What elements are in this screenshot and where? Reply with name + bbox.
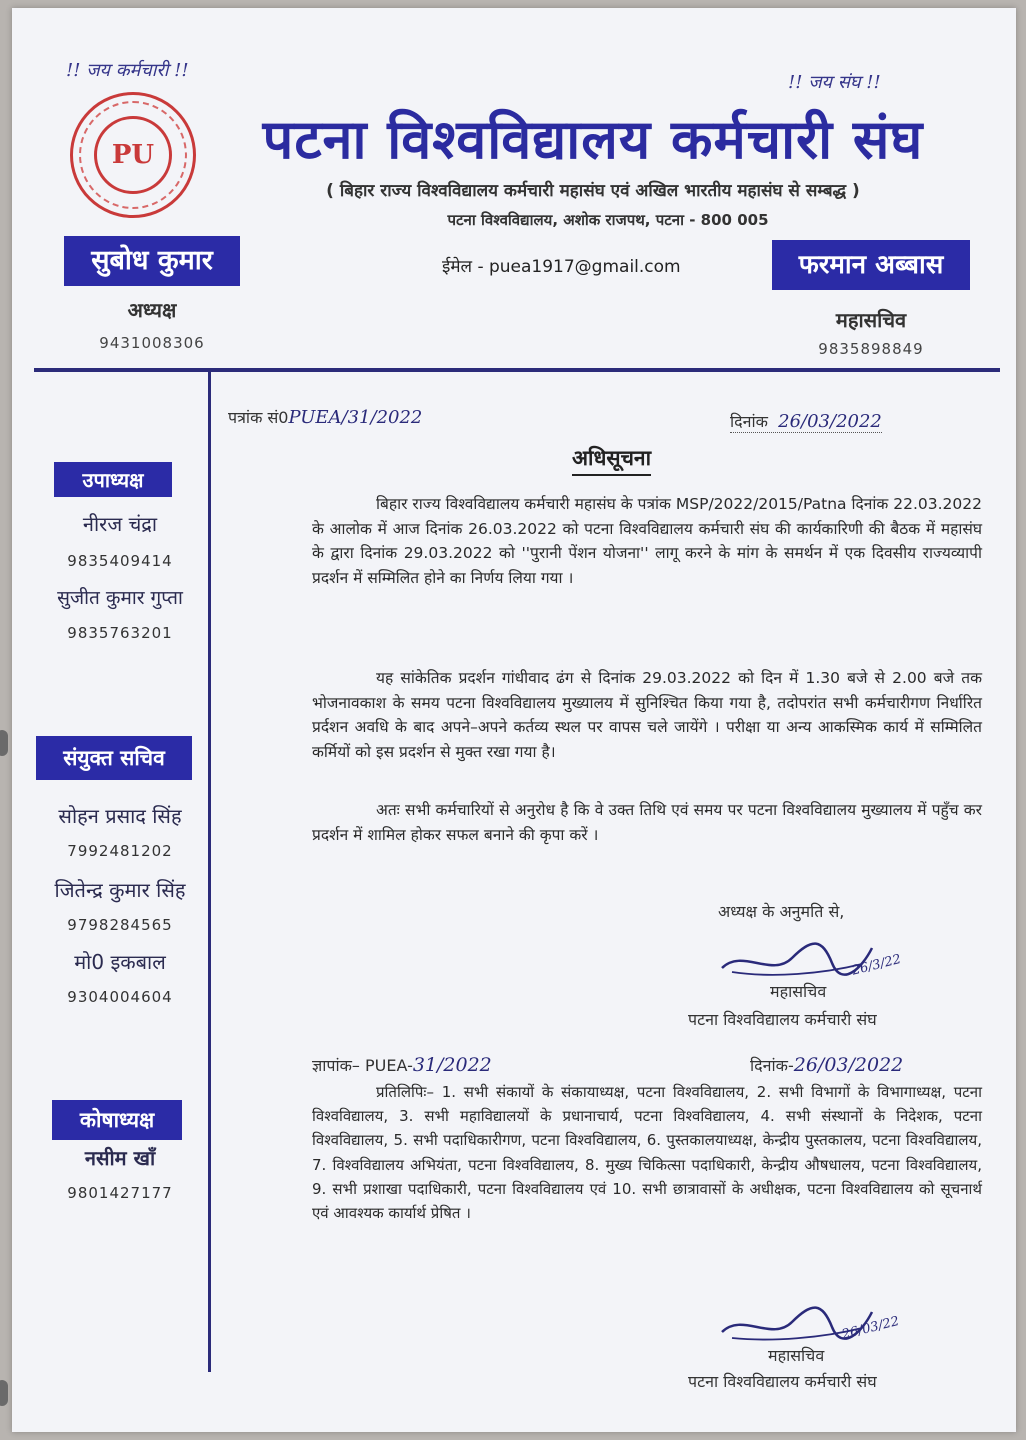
vice-president-2-phone: 9835763201	[67, 624, 173, 642]
org-title: पटना विश्वविद्यालय कर्मचारी संघ	[262, 108, 924, 171]
header-divider	[34, 368, 1000, 372]
treasurer-phone: 9801427177	[67, 1184, 173, 1202]
letter-date-label: दिनांक	[730, 412, 768, 431]
president-phone: 9431008306	[99, 334, 205, 352]
letter-paragraph-2: यह सांकेतिक प्रदर्शन गांधीवाद ढंग से दिनांक 29.03.2022 को दिन में 1.30 बजे से 2.00 बजे तक भोजनावकाश के समय पटना विश्वविद्यालय मुख्यालय में सुनिश्चित किया गया है, तदोपरांत सभी कर्मचारीगण निर्धारित प्रर्दशन अवधि के बाद अपने–अपने कर्तव्य स्थल पर वापस चले जायेंगे । परीक्षा या अन्य आकस्मिक कार्य में सम्मिलित कर्मियों को इस प्रदर्शन से मुक्त रखा गया है।	[312, 669, 982, 761]
secretary-phone: 9835898849	[818, 340, 924, 358]
letter-date	[730, 410, 882, 433]
letter-date-value: 26/03/2022	[778, 411, 882, 432]
secretary-role: महासचिव	[835, 308, 907, 332]
letter-sign-org: पटना विश्वविद्यालय कर्मचारी संघ	[688, 1010, 877, 1029]
signature-1-icon	[712, 928, 922, 988]
vice-president-heading: उपाध्यक्ष	[54, 462, 172, 497]
org-address: पटना विश्वविद्यालय, अशोक राजपथ, पटना - 800 005	[447, 211, 769, 229]
treasurer-heading: कोषाध्यक्ष	[52, 1100, 182, 1140]
signature-1-date: 26/3/22	[850, 951, 903, 979]
treasurer-name: नसीम खाँ	[84, 1146, 156, 1170]
memo-date-label: दिनांक-	[750, 1056, 794, 1075]
vice-president-1-name: नीरज चंद्रा	[82, 512, 158, 536]
letter-ref	[228, 406, 422, 428]
page-edge-mark	[0, 1380, 8, 1406]
memo-date-value: 26/03/2022	[793, 1054, 904, 1076]
memo-ref-label: ज्ञापांक– PUEA-	[312, 1056, 413, 1075]
memo-sign-org: पटना विश्वविद्यालय कर्मचारी संघ	[688, 1372, 877, 1391]
page-edge-mark	[0, 730, 8, 756]
memo-sign-role: महासचिव	[768, 1346, 825, 1365]
joint-secretary-1-phone: 7992481202	[67, 842, 173, 860]
joint-secretary-3-phone: 9304004604	[67, 988, 173, 1006]
memo-date	[750, 1054, 903, 1076]
joint-secretary-2-phone: 9798284565	[67, 916, 173, 934]
memo-ref-value: 31/2022	[412, 1054, 492, 1076]
president-role: अध्यक्ष	[127, 298, 177, 322]
seal-label: PU	[94, 116, 172, 194]
letter-ref-value: PUEA/31/2022	[288, 407, 423, 428]
permission-text: अध्यक्ष के अनुमति से,	[718, 902, 845, 921]
letterhead-sheet	[12, 8, 1016, 1432]
slogan-right: !! जय संघ !!	[788, 72, 881, 93]
slogan-left: !! जय कर्मचारी !!	[66, 60, 189, 81]
email-address: ईमेल - puea1917@gmail.com	[442, 257, 681, 277]
memo-ref	[312, 1054, 492, 1076]
joint-secretary-heading: संयुक्त सचिव	[36, 736, 192, 780]
org-affiliation: ( बिहार राज्य विश्वविद्यालय कर्मचारी महासंघ एवं अखिल भारतीय महासंघ से सम्बद्ध )	[326, 181, 860, 201]
joint-secretary-2-name: जितेन्द्र कुमार सिंह	[54, 878, 186, 902]
joint-secretary-1-name: सोहन प्रसाद सिंह	[58, 804, 182, 828]
letter-paragraph-3: अतः सभी कर्मचारियों से अनुरोध है कि वे उक्त तिथि एवं समय पर पटना विश्वविद्यालय मुख्यालय में पहुँच कर प्रदर्शन में शामिल होकर सफल बनाने की कृपा करें ।	[312, 801, 982, 844]
secretary-name-box: फरमान अब्बास	[772, 240, 970, 290]
notice-title: अधिसूचना	[572, 444, 651, 476]
vice-president-1-phone: 9835409414	[67, 552, 173, 570]
letter-ref-label: पत्रांक सं0	[228, 408, 289, 427]
letter-paragraph-1: बिहार राज्य विश्वविद्यालय कर्मचारी महासंघ के पत्रांक MSP/2022/2015/Patna दिनांक 22.03.2022 के आलोक में आज दिनांक 26.03.2022 को पटना विश्वविद्यालय कर्मचारी संघ की कार्यकारिणी की बैठक में महासंघ के द्वारा दिनांक 29.03.2022 को ''पुरानी पेंशन योजना'' लागू करने के मांग के समर्थन में एक दिवसीय राज्यव्यापी प्रदर्शन में सम्मिलित होने का निर्णय लिया गया ।	[312, 495, 982, 587]
joint-secretary-3-name: मो0 इकबाल	[74, 950, 166, 974]
vice-president-2-name: सुजीत कुमार गुप्ता	[57, 587, 183, 609]
letter-sign-role: महासचिव	[770, 982, 827, 1001]
president-name-box: सुबोध कुमार	[64, 236, 240, 286]
memo-copy-text: प्रतिलिपिः– 1. सभी संकायों के संकायाध्यक्ष, पटना विश्वविद्यालय, 2. सभी विभागों के विभागाध्यक्ष, पटना विश्वविद्यालय, 3. सभी महाविद्यालयों के प्रधानाचार्य, पटना विश्वविद्यालय, 4. सभी संस्थानों के निदेशक, पटना विश्वविद्यालय, 5. सभी पदाधिकारीगण, पटना विश्वविद्यालय, 6. पुस्तकालयाध्यक्ष, केन्द्रीय पुस्तकालय, पटना विश्वविद्यालय, 7. विश्वविद्यालय अभियंता, पटना विश्वविद्यालय, 8. मुख्य चिकित्सा पदाधिकारी, केन्द्रीय औषधालय, पटना विश्वविद्यालय, 9. सभी प्रशाखा पदाधिकारी, पटना विश्वविद्यालय एवं 10. सभी छात्रावासों के अधीक्षक, पटना विश्वविद्यालय को सूचनार्थ एवं आवश्यक कार्यार्थ प्रेषित ।	[312, 1083, 982, 1223]
union-seal-icon	[70, 92, 196, 218]
signature-2-date: 26/03/22	[840, 1313, 901, 1343]
